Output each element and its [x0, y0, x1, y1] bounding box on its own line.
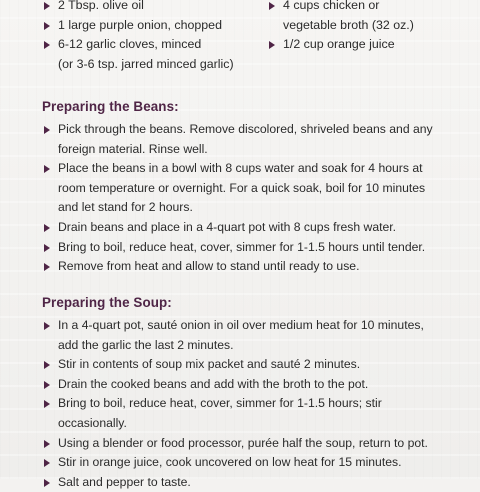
- soup-steps-list: [42, 316, 442, 492]
- triangle-bullet-icon: [44, 361, 50, 369]
- step-item: [42, 355, 442, 375]
- triangle-bullet-icon: [44, 479, 50, 487]
- step-item: [42, 434, 442, 454]
- triangle-bullet-icon: [44, 165, 50, 173]
- ingredient-text: 4 cups chicken or: [283, 0, 380, 12]
- ingredients-list: [42, 0, 472, 74]
- step-item: [42, 453, 442, 473]
- preparing-beans-section: [42, 98, 442, 277]
- step-item: [42, 375, 442, 395]
- step-item: [42, 120, 442, 159]
- triangle-bullet-icon: [44, 440, 50, 448]
- step-text: Bring to boil, reduce heat, cover, simmer for 1-1.5 hours until tender.: [58, 239, 426, 254]
- ingredient-text: 1 large purple onion, chopped: [58, 17, 222, 32]
- triangle-bullet-icon: [44, 459, 50, 467]
- ingredient-text: 2 Tbsp. olive oil: [58, 0, 144, 12]
- triangle-bullet-icon: [44, 263, 50, 271]
- step-text: Stir in contents of soup mix packet and sauté 2 minutes.: [58, 357, 361, 372]
- section-heading: Preparing the Beans:: [42, 99, 179, 114]
- section-heading: Preparing the Soup:: [42, 295, 172, 310]
- step-text: Salt and pepper to taste.: [58, 474, 191, 489]
- triangle-bullet-icon: [44, 244, 50, 252]
- ingredient-text: 1/2 cup orange juice: [283, 37, 395, 51]
- step-item: [42, 473, 442, 492]
- ingredient-item: [42, 35, 257, 74]
- ingredient-item: [42, 0, 257, 16]
- step-text: Bring to boil, reduce heat, cover, simmer for 1-1.5 hours; stir occasionally.: [58, 396, 382, 430]
- step-text: Remove from heat and allow to stand until ready to use.: [58, 259, 360, 274]
- step-text: Place the beans in a bowl with 8 cups water and soak for 4 hours at room temperature or overnight. For a quick soak, boil for 10 minutes and let stand for 2 hours.: [58, 161, 426, 215]
- triangle-bullet-icon: [44, 2, 50, 10]
- step-text: Stir in orange juice, cook uncovered on low heat for 15 minutes.: [58, 455, 402, 470]
- step-text: Drain beans and place in a 4-quart pot with 8 cups fresh water.: [58, 219, 397, 234]
- step-text: In a 4-quart pot, sauté onion in oil over medium heat for 10 minutes, add the garlic the last 2 minutes.: [58, 318, 424, 352]
- step-item: [42, 218, 442, 238]
- triangle-bullet-icon: [44, 41, 50, 49]
- ingredient-note: vegetable broth (32 oz.): [283, 17, 414, 32]
- triangle-bullet-icon: [44, 126, 50, 134]
- step-item: [42, 257, 442, 277]
- step-item: [42, 394, 442, 433]
- triangle-bullet-icon: [44, 224, 50, 232]
- step-text: Pick through the beans. Remove discolored, shriveled beans and any foreign material. Rinse well.: [58, 122, 433, 156]
- triangle-bullet-icon: [269, 41, 275, 49]
- ingredient-item: [267, 35, 467, 55]
- triangle-bullet-icon: [44, 381, 50, 389]
- step-text: Using a blender or food processor, purée half the soup, return to pot.: [58, 435, 428, 450]
- beans-steps-list: [42, 120, 442, 277]
- step-item: [42, 316, 442, 355]
- step-text: Drain the cooked beans and add with the broth to the pot.: [58, 376, 369, 391]
- ingredient-item: [267, 0, 467, 35]
- ingredients-right-column: [267, 0, 467, 74]
- triangle-bullet-icon: [44, 22, 50, 30]
- triangle-bullet-icon: [269, 2, 275, 10]
- preparing-soup-section: [42, 294, 442, 492]
- ingredients-left-column: [42, 0, 257, 74]
- ingredient-text: 6-12 garlic cloves, minced: [58, 37, 202, 51]
- step-item: [42, 238, 442, 258]
- step-item: [42, 159, 442, 218]
- triangle-bullet-icon: [44, 322, 50, 330]
- triangle-bullet-icon: [44, 400, 50, 408]
- ingredient-note: (or 3-6 tsp. jarred minced garlic): [58, 56, 234, 71]
- ingredient-item: [42, 16, 257, 36]
